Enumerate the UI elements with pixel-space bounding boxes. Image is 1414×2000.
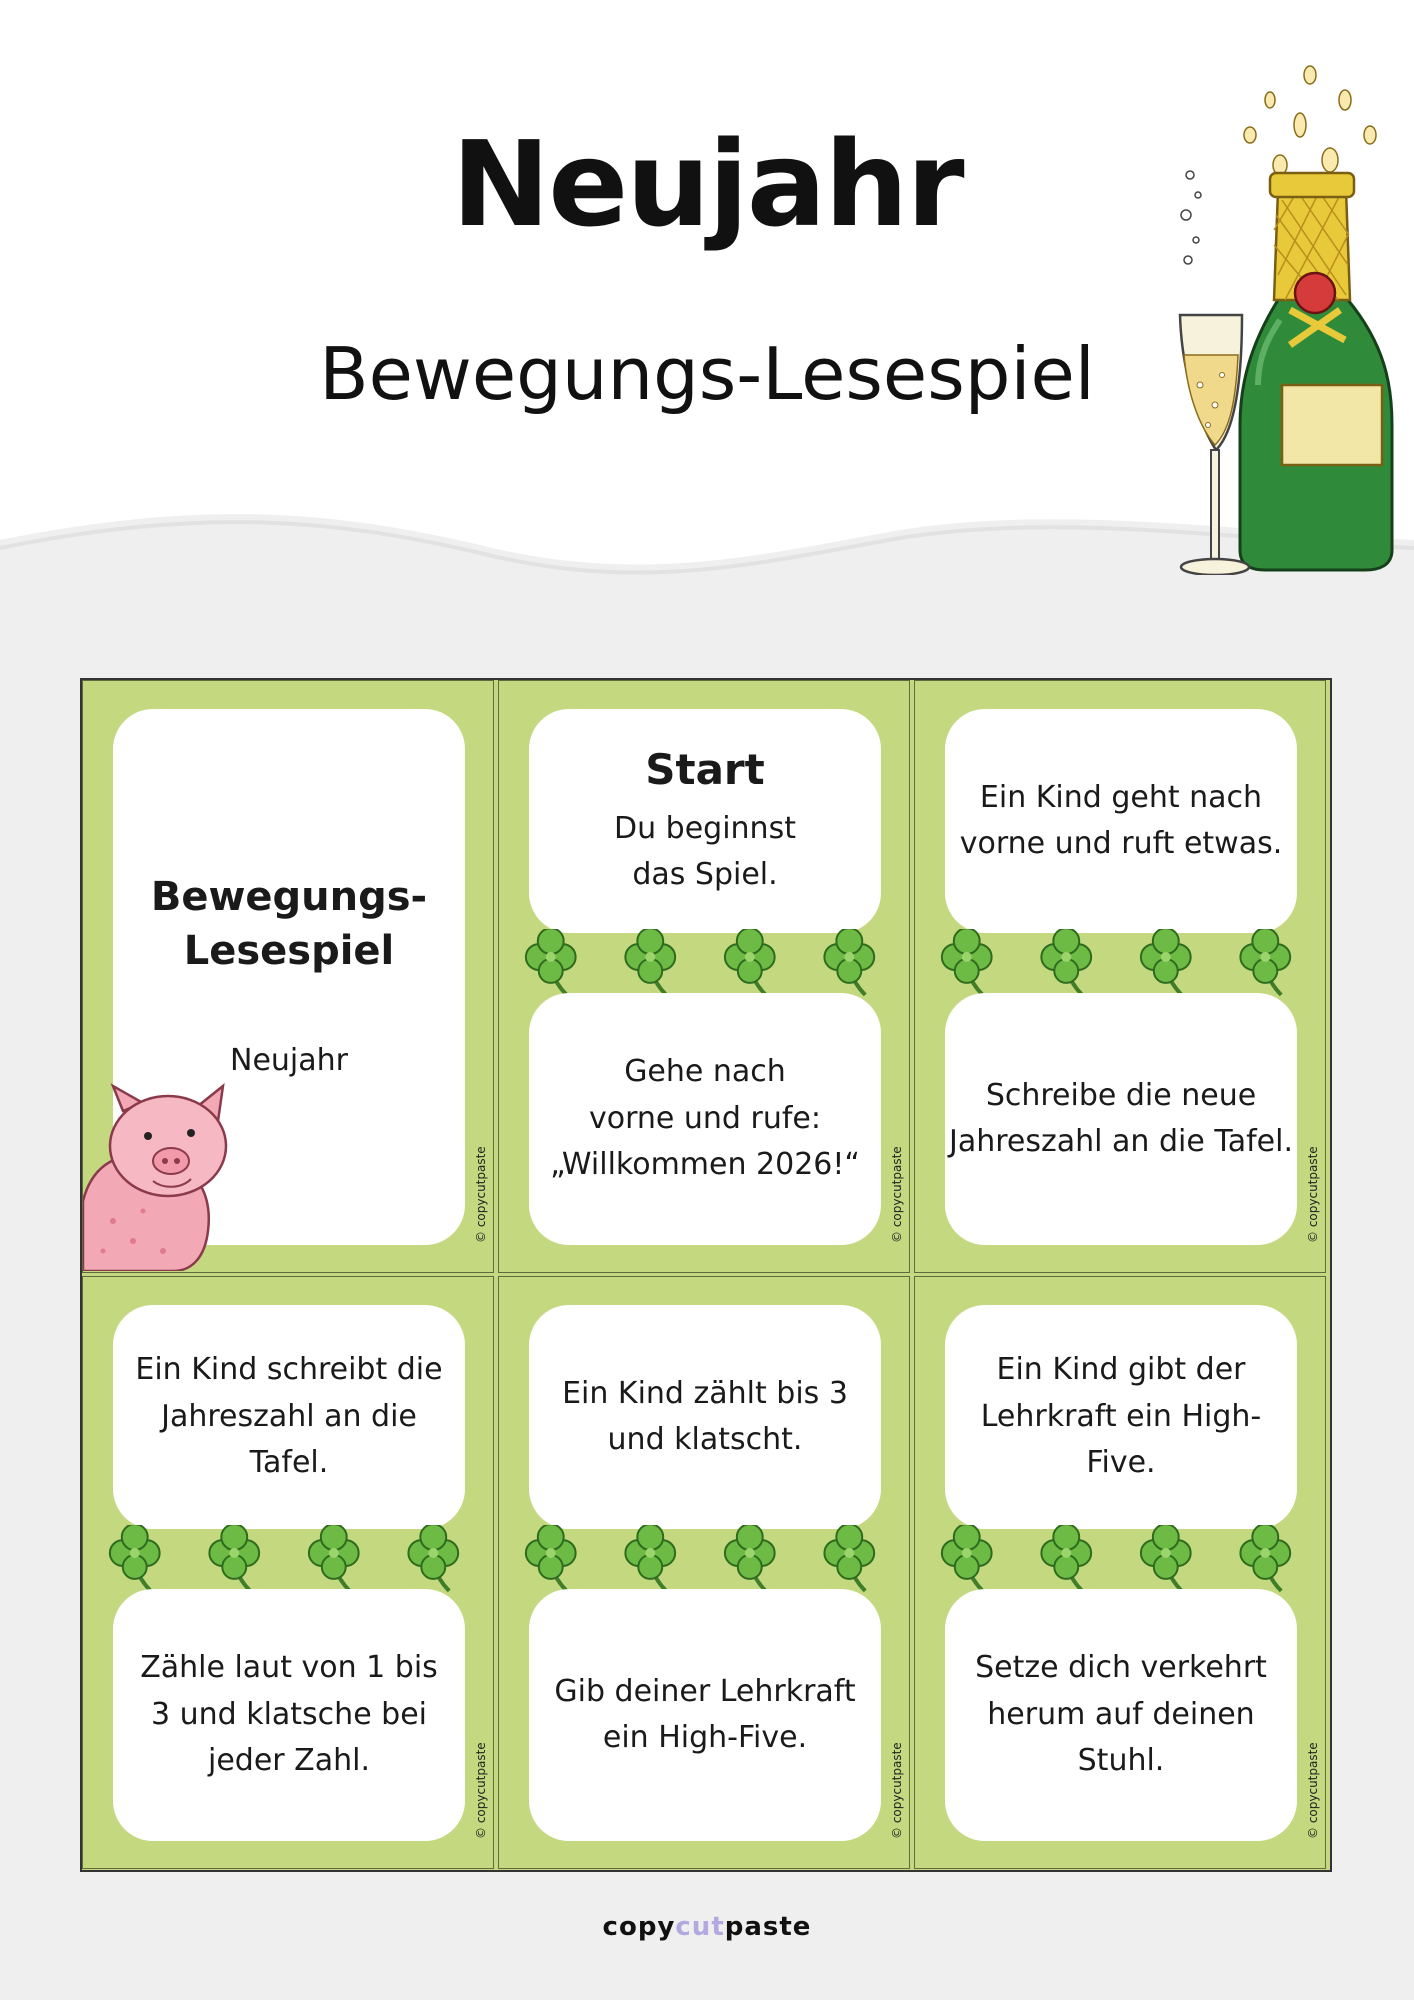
cover-title-line: Lesespiel	[183, 927, 395, 974]
cover-subtitle: Neujahr	[230, 1042, 348, 1078]
card-bottom-line: „Willkommen 2026!“	[550, 1147, 860, 1183]
page-subtitle: Bewegungs-Lesespiel	[319, 332, 1095, 416]
game-card	[82, 1276, 494, 1869]
cover-card	[82, 680, 494, 1273]
copyright-note: © copycutpaste	[474, 1742, 488, 1839]
copyright-note: © copycutpaste	[1306, 1742, 1320, 1839]
card-answer-panel	[945, 993, 1297, 1245]
copyright-note: © copycutpaste	[1306, 1146, 1320, 1243]
card-top-line: Ein Kind gibt der	[996, 1352, 1246, 1388]
card-question-panel	[529, 1305, 881, 1529]
game-card	[498, 1276, 910, 1869]
champagne-bottle-icon	[1170, 55, 1400, 575]
card-bottom-line: Jahreszahl an die Tafel.	[949, 1124, 1293, 1159]
card-sheet	[80, 678, 1332, 1872]
copyright-note: © copycutpaste	[474, 1146, 488, 1243]
card-top-line: Lehrkraft ein High-	[980, 1398, 1262, 1434]
card-question-panel	[113, 1305, 465, 1529]
card-answer-panel	[529, 1589, 881, 1841]
cover-title	[151, 870, 427, 978]
card-top-line: Du beginnst	[614, 810, 796, 846]
card-top-line: vorne und ruft etwas.	[959, 826, 1283, 861]
card-bottom-line: Zähle laut von 1 bis	[140, 1650, 438, 1686]
copyright-note: © copycutpaste	[890, 1146, 904, 1243]
card-bottom-line: Stuhl.	[1077, 1743, 1165, 1779]
card-question-panel	[945, 1305, 1297, 1529]
card-bottom-line: 3 und klatsche bei	[150, 1696, 428, 1732]
clover-icon-row	[499, 929, 909, 999]
card-answer-panel	[945, 1589, 1297, 1841]
card-top-line: Ein Kind schreibt die	[135, 1352, 443, 1388]
card-top-line: Tafel.	[249, 1445, 329, 1481]
game-card	[914, 680, 1326, 1273]
card-bottom-line: vorne und rufe:	[588, 1100, 821, 1136]
card-question-panel	[945, 709, 1297, 933]
clover-icon-row	[915, 929, 1325, 999]
card-answer-panel	[529, 993, 881, 1245]
game-card	[914, 1276, 1326, 1869]
brand-start: copy	[602, 1912, 676, 1942]
cover-title-line: Bewegungs-	[150, 873, 428, 920]
card-top-line: das Spiel.	[632, 857, 778, 893]
card-bottom-line: ein High-Five.	[602, 1720, 808, 1755]
clover-icon-row	[915, 1525, 1325, 1595]
copyright-note: © copycutpaste	[890, 1742, 904, 1839]
card-bottom-line: Gib deiner Lehrkraft	[554, 1673, 856, 1709]
card-question-panel	[529, 709, 881, 933]
game-card	[498, 680, 910, 1273]
card-bottom-line: Gehe nach	[624, 1054, 786, 1090]
clover-icon-row	[83, 1525, 493, 1595]
card-bottom-line: Setze dich verkehrt	[975, 1650, 1267, 1686]
brand-footer	[0, 1912, 1414, 1942]
card-bottom-line: Schreibe die neue	[985, 1077, 1257, 1113]
card-top-line: und klatscht.	[607, 1422, 803, 1457]
card-bottom-line: herum auf deinen	[987, 1696, 1255, 1732]
card-top-line: Ein Kind zählt bis 3	[562, 1375, 848, 1411]
card-top-line: Jahreszahl an die	[161, 1398, 417, 1434]
clover-icon-row	[499, 1525, 909, 1595]
card-top-line: Five.	[1086, 1445, 1156, 1481]
pig-icon	[83, 1081, 243, 1271]
card-answer-panel	[113, 1589, 465, 1841]
start-label: Start	[645, 745, 765, 795]
page-title: Neujahr	[451, 115, 963, 253]
card-bottom-line: jeder Zahl.	[208, 1743, 370, 1779]
brand-end: paste	[724, 1912, 812, 1942]
brand-mid: cut	[675, 1912, 725, 1942]
card-top-line: Ein Kind geht nach	[979, 779, 1263, 815]
